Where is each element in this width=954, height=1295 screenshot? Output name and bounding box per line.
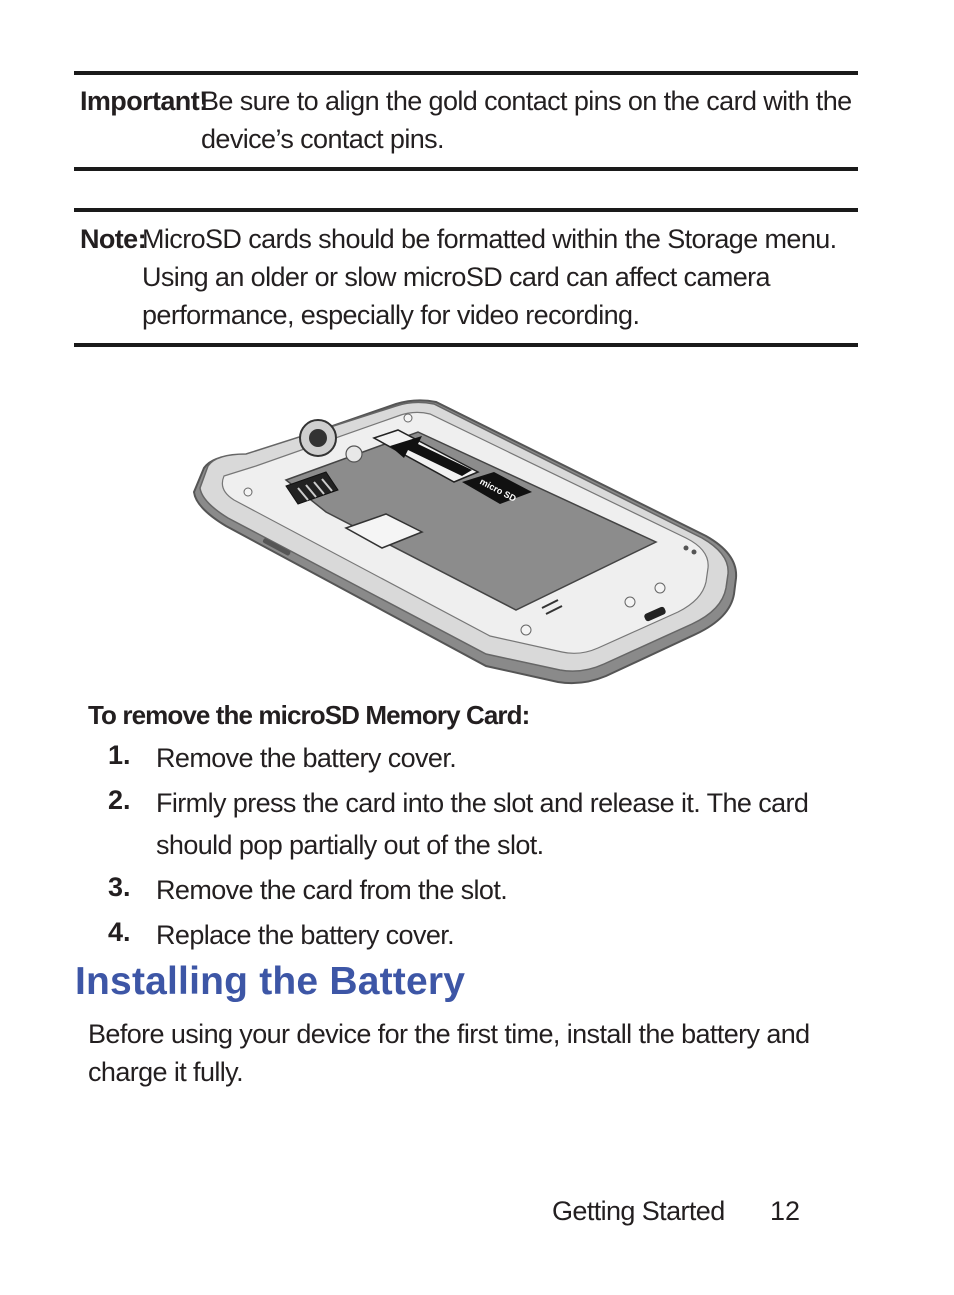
important-text-line2: device’s contact pins. [201,124,444,154]
step-text: Firmly press the card into the slot and release it. The card [156,788,809,818]
procedure-title: To remove the microSD Memory Card: [88,700,530,730]
section-paragraph [88,1015,848,1091]
footer-section-name: Getting Started [552,1196,725,1226]
step-text-continued: should pop partially out of the slot. [156,830,544,860]
paragraph-line-1: Before using your device for the first time, install the battery and [88,1019,810,1049]
important-text-line1: Be sure to align the gold contact pins on the card with the [201,86,852,116]
note-text-line3: performance, especially for video recording. [142,300,640,330]
important-top-rule [74,71,858,75]
step-number: 1. [108,740,131,770]
flash [346,446,362,462]
note-text-line2: Using an older or slow microSD card can affect camera [142,262,770,292]
step-text: Remove the battery cover. [156,743,457,773]
section-heading: Installing the Battery [75,960,466,1003]
footer-page-number: 12 [770,1196,801,1226]
note-text-line1: MicroSD cards should be formatted within the Storage menu. [142,224,837,254]
paragraph-line-2: charge it fully. [88,1057,243,1087]
important-label: Important! [80,86,208,116]
step-text: Remove the card from the slot. [156,875,508,905]
step-number: 4. [108,917,131,947]
important-bottom-rule [74,167,858,171]
note-callout [80,220,860,336]
step-number: 2. [108,785,131,815]
note-label: Note: [80,224,146,254]
note-top-rule [74,208,858,212]
step-number: 3. [108,872,131,902]
microsd-logo-text: micro SD [478,476,518,504]
step-text: Replace the battery cover. [156,920,455,950]
important-callout [80,82,860,162]
phone-microsd-illustration [186,396,746,686]
note-bottom-rule [74,343,858,347]
